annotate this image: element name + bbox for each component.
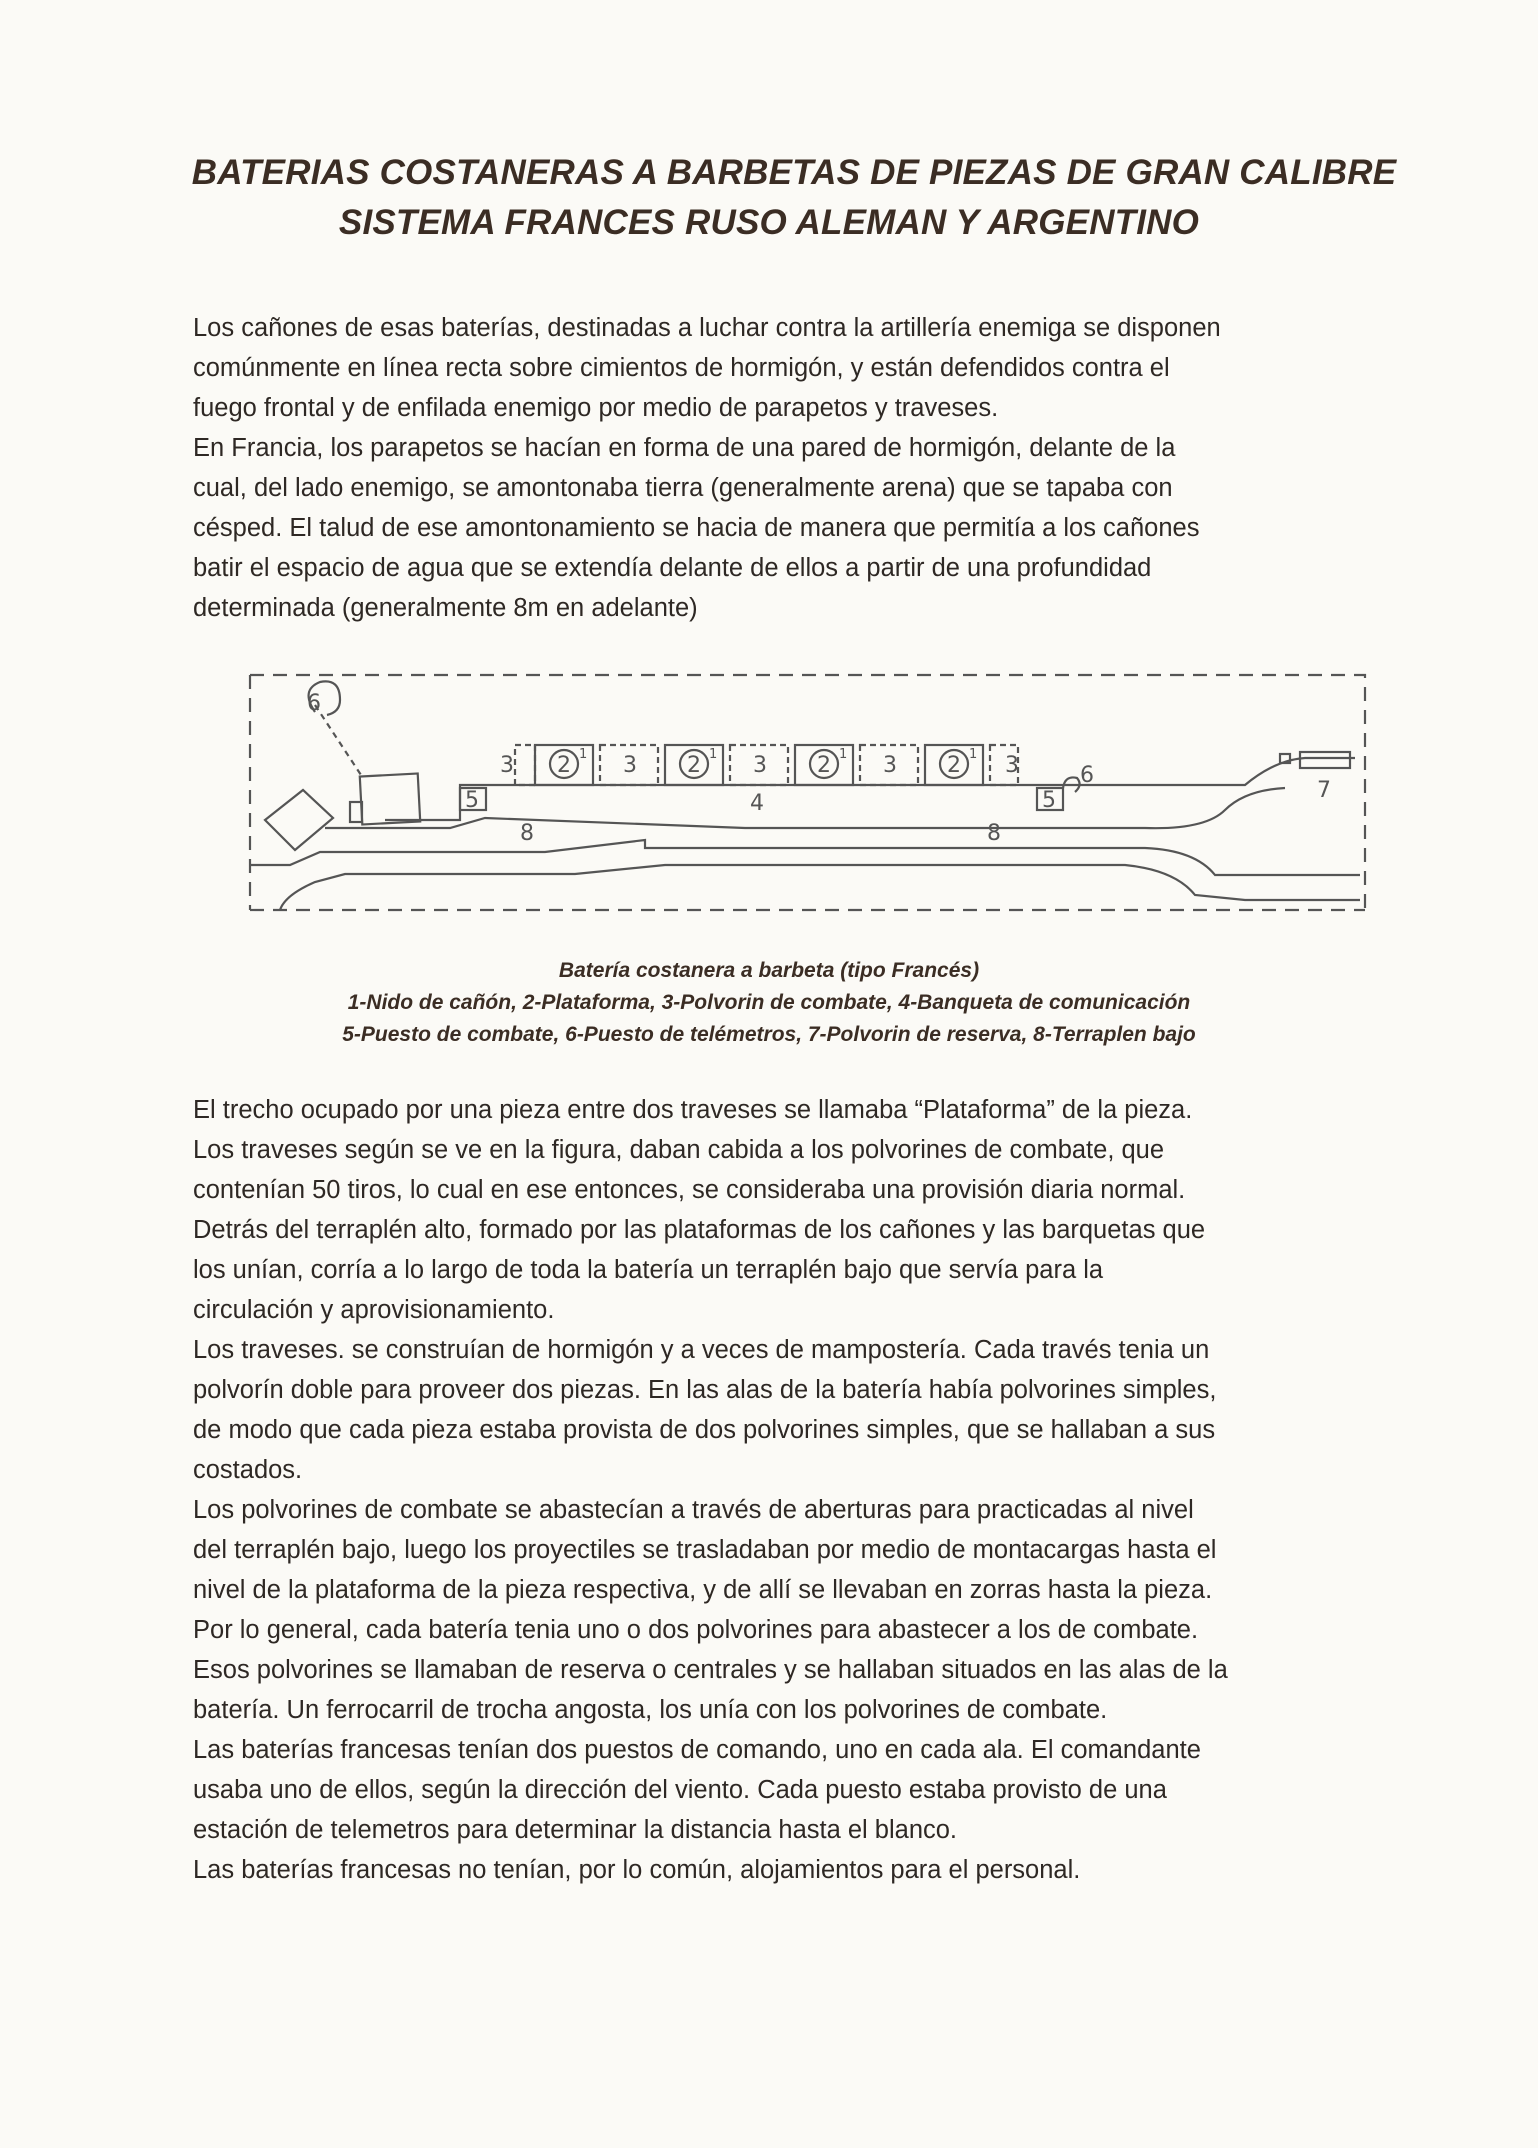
magazine bbox=[515, 745, 535, 785]
title-line-2: SISTEMA FRANCES RUSO ALEMAN Y ARGENTINO bbox=[338, 203, 1200, 242]
diagram-label: 3 bbox=[753, 753, 767, 778]
main-line: contenían 50 tiros, lo cual en ese entonces, se consideraba una provisión diaria normal. bbox=[193, 1176, 1186, 1204]
diagram-label: 3 bbox=[500, 753, 514, 778]
main-line: Por lo general, cada batería tenia uno o dos polvorines para abastecer a los de combate. bbox=[193, 1616, 1199, 1644]
main-line: usaba uno de ellos, según la dirección del viento. Cada puesto estaba provisto de una bbox=[193, 1776, 1167, 1804]
figure-caption bbox=[0, 955, 1538, 1051]
title-line-1: BATERIAS COSTANERAS A BARBETAS DE PIEZAS DE GRAN CALIBRE bbox=[191, 153, 1397, 192]
main-line: Los traveses según se ve en la figura, daban cabida a los polvorines de combate, que bbox=[193, 1136, 1165, 1164]
intro-line: fuego frontal y de enfilada enemigo por medio de parapetos y traveses. bbox=[193, 394, 999, 422]
diagram-label: 2 bbox=[557, 753, 571, 778]
diagram-label: 7 bbox=[1317, 778, 1331, 803]
main-line: Los traveses. se construían de hormigón y a veces de mampostería. Cada través tenia un bbox=[193, 1336, 1210, 1364]
caption-line-3: 5-Puesto de combate, 6-Puesto de telémetros, 7-Polvorin de reserva, 8-Terraplen bajo bbox=[342, 1023, 1196, 1046]
main-paragraph bbox=[193, 1090, 1433, 1890]
diagram-label: 2 bbox=[817, 753, 831, 778]
diagram-label: 3 bbox=[1005, 753, 1019, 778]
diagram-label: 6 bbox=[307, 691, 321, 716]
page-title bbox=[0, 148, 1538, 248]
diagram-label: 8 bbox=[520, 821, 534, 846]
diagram-label-sup: 1 bbox=[579, 747, 588, 762]
caption-line-1: Batería costanera a barbeta (tipo Francés) bbox=[558, 959, 980, 982]
main-line: circulación y aprovisionamiento. bbox=[193, 1296, 555, 1324]
main-line: Esos polvorines se llamaban de reserva o centrales y se hallaban situados en las alas de la bbox=[193, 1656, 1228, 1684]
diagram-label: 5 bbox=[465, 788, 479, 813]
diagram-label: 3 bbox=[623, 753, 637, 778]
diagram-label: 2 bbox=[947, 753, 961, 778]
main-line: El trecho ocupado por una pieza entre dos traveses se llamaba “Plataforma” de la pieza. bbox=[193, 1096, 1193, 1124]
intro-line: determinada (generalmente 8m en adelante) bbox=[193, 594, 698, 622]
low-terreplein-inner bbox=[280, 865, 1360, 910]
high-terreplein-outline bbox=[385, 758, 1355, 820]
main-line: Detrás del terraplén alto, formado por las plataformas de los cañones y las barquetas que bbox=[193, 1216, 1206, 1244]
main-line: Los polvorines de combate se abastecían a través de aberturas para practicadas al nivel bbox=[193, 1496, 1194, 1524]
diagram-label-sup: 1 bbox=[709, 747, 718, 762]
main-line: batería. Un ferrocarril de trocha angosta, los unía con los polvorines de combate. bbox=[193, 1696, 1108, 1724]
intro-line: comúnmente en línea recta sobre cimientos de hormigón, y están defendidos contra el bbox=[193, 354, 1170, 382]
diagram-label: 2 bbox=[687, 753, 701, 778]
intro-line: césped. El talud de ese amontonamiento se hacia de manera que permitía a los cañones bbox=[193, 514, 1200, 542]
main-line: los unían, corría a lo largo de toda la batería un terraplén bajo que servía para la bbox=[193, 1256, 1104, 1284]
main-line: nivel de la plataforma de la pieza respectiva, y de allí se llevaban en zorras hasta la pieza. bbox=[193, 1576, 1213, 1604]
main-line: costados. bbox=[193, 1456, 303, 1484]
diagram-label: 3 bbox=[883, 753, 897, 778]
main-line: Las baterías francesas no tenían, por lo común, alojamientos para el personal. bbox=[193, 1856, 1081, 1884]
main-line: Las baterías francesas tenían dos puestos de comando, uno en cada ala. El comandante bbox=[193, 1736, 1201, 1764]
rangefinder-line-left bbox=[315, 705, 361, 775]
intro-line: cual, del lado enemigo, se amontonaba tierra (generalmente arena) que se tapaba con bbox=[193, 474, 1173, 502]
main-line: estación de telemetros para determinar la distancia hasta el blanco. bbox=[193, 1816, 958, 1844]
battery-diagram bbox=[245, 660, 1370, 920]
caption-line-2: 1-Nido de cañón, 2-Plataforma, 3-Polvorin de combate, 4-Banqueta de comunicación bbox=[347, 991, 1191, 1014]
diagram-label: 6 bbox=[1080, 763, 1094, 788]
reserve-magazine bbox=[1300, 752, 1350, 768]
main-line: del terraplén bajo, luego los proyectiles se trasladaban por medio de montacargas hasta el bbox=[193, 1536, 1217, 1564]
diagram-label: 4 bbox=[750, 791, 764, 816]
diagram-label-sup: 1 bbox=[969, 747, 978, 762]
diagram-label-sup: 1 bbox=[839, 747, 848, 762]
intro-line: Los cañones de esas baterías, destinadas a luchar contra la artillería enemiga se disponen bbox=[193, 314, 1221, 342]
low-terreplein bbox=[250, 840, 1360, 875]
intro-paragraph bbox=[193, 308, 1433, 628]
intro-line: En Francia, los parapetos se hacían en forma de una pared de hormigón, delante de la bbox=[193, 434, 1176, 462]
main-line: polvorín doble para proveer dos piezas. En las alas de la batería había polvorines simples, bbox=[193, 1376, 1217, 1404]
diagram-label: 5 bbox=[1042, 788, 1056, 813]
left-bastion bbox=[265, 790, 333, 850]
main-line: de modo que cada pieza estaba provista de dos polvorines simples, que se hallaban a sus bbox=[193, 1416, 1216, 1444]
left-command-post bbox=[360, 774, 420, 825]
intro-line: batir el espacio de agua que se extendía delante de ellos a partir de una profundidad bbox=[193, 554, 1152, 582]
diagram-label: 8 bbox=[987, 821, 1001, 846]
